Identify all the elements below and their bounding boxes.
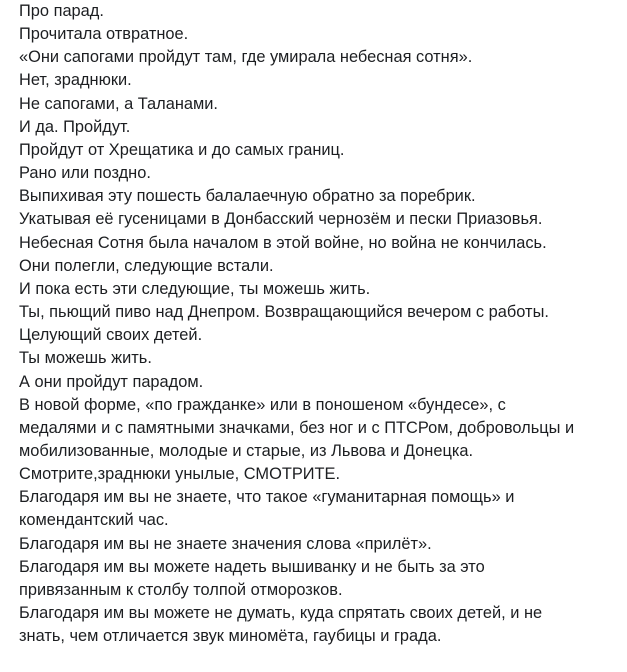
post-line: Благодаря им вы не знаете значения слова «прилёт». <box>19 534 432 553</box>
post-line: Укатывая её гусеницами в Донбасский чернозём и пески Приазовья. <box>19 210 543 229</box>
post-line: Ты можешь жить. <box>19 349 152 368</box>
post-line: И пока есть эти следующие, ты можешь жить. <box>19 279 371 298</box>
post-line: «Они сапогами пройдут там, где умирала небесная сотня». <box>19 48 473 67</box>
post-line: Благодаря им вы не знаете, что такое «гуманитарная помощь» и <box>19 488 515 507</box>
post-line: Рано или поздно. <box>19 164 151 183</box>
post-line: медалями и с памятными значками, без ног и с ПТСРом, добровольцы и <box>19 418 575 437</box>
post-text <box>19 0 623 648</box>
post-line: мобилизованные, молодые и старые, из Львова и Донецка. <box>19 441 474 460</box>
post-line: привязанным к столбу толпой отморозков. <box>19 580 343 599</box>
post-line: комендантский час. <box>19 511 169 530</box>
post-line: Они полегли, следующие встали. <box>19 256 274 275</box>
post-line: Пройдут от Хрещатика и до самых границ. <box>19 140 345 159</box>
post-line: Прочитала отвратное. <box>19 25 189 44</box>
post-line: Благодаря им вы можете надеть вышиванку и не быть за это <box>19 557 485 576</box>
post-line: Нет, зраднюки. <box>19 71 132 90</box>
post-line: Благодаря им вы можете не думать, куда спрятать своих детей, и не <box>19 604 543 623</box>
post-line: Смотрите,зраднюки унылые, СМОТРИТЕ. <box>19 465 341 484</box>
post-line: Небесная Сотня была началом в этой войне, но война не кончилась. <box>19 233 547 252</box>
post-line: Выпихивая эту пошесть балалаечную обратно за поребрик. <box>19 187 476 206</box>
post-line: знать, чем отличается звук миномёта, гаубицы и града. <box>19 627 442 646</box>
post-line: Ты, пьющий пиво над Днепром. Возвращающийся вечером с работы. <box>19 303 549 322</box>
post-line: Не сапогами, а Таланами. <box>19 94 218 113</box>
post-line: Целующий своих детей. <box>19 326 203 345</box>
post-line: В новой форме, «по гражданке» или в поношеном «бундесе», с <box>19 395 506 414</box>
post-line: Про парад. <box>19 2 104 20</box>
post-line: И да. Пройдут. <box>19 117 131 136</box>
post-line: А они пройдут парадом. <box>19 372 204 391</box>
